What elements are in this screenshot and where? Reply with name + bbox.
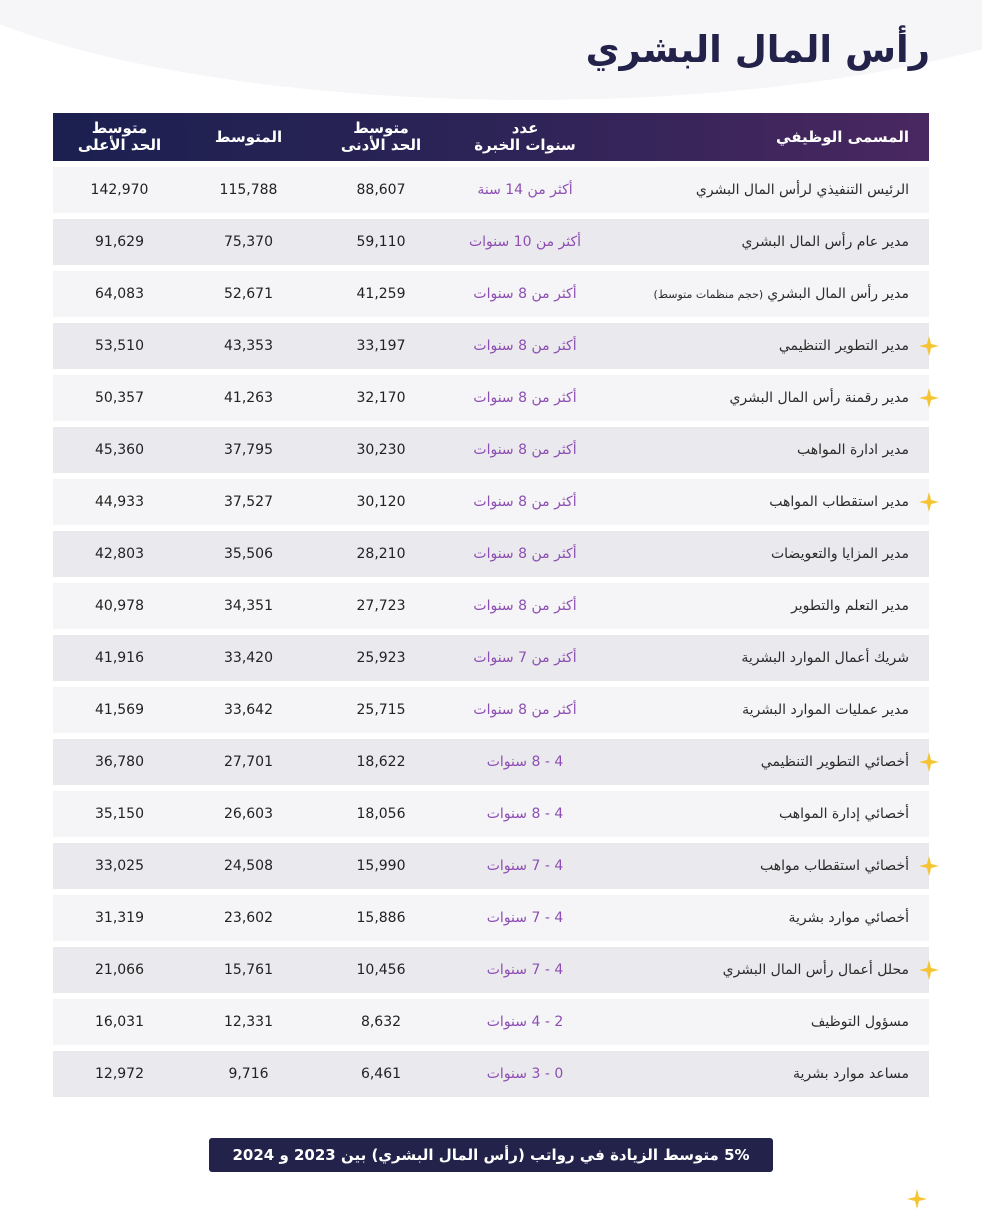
max-salary-cell (53, 531, 186, 577)
job-title-cell (599, 531, 929, 577)
max-salary-cell (53, 583, 186, 629)
min-salary-cell (311, 635, 451, 681)
table-row (53, 999, 929, 1045)
job-title-cell (599, 739, 929, 785)
sparkle-star-icon (918, 959, 940, 981)
header-job-title: المسمى الوظيفي (776, 127, 909, 146)
max-salary-cell (53, 687, 186, 733)
min-salary-cell-text: 18,622 (356, 754, 406, 770)
experience-cell (451, 427, 599, 473)
max-salary-cell (53, 739, 186, 785)
table-body (53, 167, 929, 1097)
max-salary-cell-text: 44,933 (95, 494, 144, 510)
max-salary-cell (53, 167, 186, 213)
average-salary-cell-text: 24,508 (224, 858, 273, 874)
job-title-cell-text: أخصائي إدارة المواهب (778, 806, 909, 822)
min-salary-cell-text: 10,456 (356, 962, 406, 978)
table-row (53, 635, 929, 681)
max-salary-cell (53, 843, 186, 889)
job-title-cell-text: مدير رأس المال البشري (767, 286, 909, 302)
average-salary-cell-text: 33,642 (224, 702, 273, 718)
max-salary-cell (53, 1051, 186, 1097)
job-title-cell (599, 271, 929, 317)
experience-cell-text: أكثر من 14 سنة (477, 182, 573, 198)
job-title-cell (599, 1051, 929, 1097)
job-title-cell-text: مدير رقمنة رأس المال البشري (729, 390, 909, 406)
average-salary-cell-text: 115,788 (219, 182, 278, 198)
table-row (53, 1051, 929, 1097)
job-title-cell (599, 167, 929, 213)
job-title-cell-text: مساعد موارد بشرية (793, 1066, 909, 1082)
job-title-cell-text: مدير التعلم والتطوير (791, 598, 909, 614)
table-row (53, 843, 929, 889)
experience-cell (451, 1051, 599, 1097)
job-title-cell-text: مدير عمليات الموارد البشرية (742, 702, 909, 718)
average-salary-cell-text: 26,603 (224, 806, 273, 822)
job-title-cell-text: أخصائي موارد بشرية (788, 910, 909, 926)
min-salary-cell (311, 687, 451, 733)
min-salary-cell (311, 427, 451, 473)
min-salary-cell-text: 32,170 (356, 390, 406, 406)
sparkle-star-icon (918, 335, 940, 357)
average-salary-cell (186, 947, 311, 993)
job-title-cell-text: مدير استقطاب المواهب (769, 494, 909, 510)
min-salary-cell (311, 219, 451, 265)
experience-cell (451, 271, 599, 317)
sparkle-star-icon (918, 387, 940, 409)
job-title-cell (599, 375, 929, 421)
experience-cell-text: أكثر من 8 سنوات (473, 494, 577, 510)
average-salary-cell-text: 34,351 (224, 598, 273, 614)
min-salary-cell (311, 323, 451, 369)
max-salary-cell (53, 323, 186, 369)
min-salary-cell-text: 8,632 (360, 1014, 402, 1030)
average-salary-cell (186, 843, 311, 889)
max-salary-cell-text: 91,629 (95, 234, 144, 250)
experience-cell (451, 895, 599, 941)
table-row (53, 375, 929, 421)
table-row (53, 895, 929, 941)
min-salary-cell (311, 531, 451, 577)
average-salary-cell-text: 75,370 (224, 234, 273, 250)
table-row (53, 791, 929, 837)
average-salary-cell (186, 791, 311, 837)
table-row (53, 479, 929, 525)
table-row (53, 167, 929, 213)
experience-cell (451, 531, 599, 577)
max-salary-cell-text: 31,319 (95, 910, 144, 926)
average-salary-cell-text: 15,761 (224, 962, 273, 978)
experience-cell (451, 687, 599, 733)
experience-cell-text: أكثر من 8 سنوات (473, 286, 577, 302)
experience-cell-text: أكثر من 8 سنوات (473, 702, 577, 718)
max-salary-cell (53, 375, 186, 421)
job-title-cell (599, 479, 929, 525)
experience-cell-text: أكثر من 8 سنوات (473, 338, 577, 354)
table-row (53, 271, 929, 317)
sparkle-star-icon (918, 491, 940, 513)
experience-cell-text: 4 - 7 سنوات (486, 910, 564, 926)
experience-cell (451, 219, 599, 265)
min-salary-cell-text: 30,120 (356, 494, 406, 510)
min-salary-cell-text: 59,110 (356, 234, 406, 250)
average-salary-cell (186, 583, 311, 629)
average-salary-cell-text: 52,671 (224, 286, 273, 302)
table-row (53, 947, 929, 993)
table-row (53, 323, 929, 369)
average-salary-cell-text: 9,716 (228, 1066, 269, 1082)
job-title-cell-text: مدير عام رأس المال البشري (741, 234, 909, 250)
job-title-cell (599, 427, 929, 473)
job-title-cell-text: محلل أعمال رأس المال البشري (722, 962, 909, 978)
job-title-cell-text: أخصائي التطوير التنظيمي (760, 754, 909, 770)
job-title-cell-text: شريك أعمال الموارد البشرية (741, 650, 909, 666)
average-salary-cell (186, 271, 311, 317)
experience-cell (451, 999, 599, 1045)
experience-cell-text: 4 - 7 سنوات (486, 858, 564, 874)
job-title-cell (599, 323, 929, 369)
experience-cell (451, 739, 599, 785)
average-salary-cell (186, 895, 311, 941)
min-salary-cell (311, 739, 451, 785)
job-title-cell-text: مسؤول التوظيف (810, 1014, 909, 1030)
job-title-cell (599, 583, 929, 629)
experience-cell (451, 167, 599, 213)
max-salary-cell-text: 53,510 (95, 338, 144, 354)
job-title-cell (599, 635, 929, 681)
average-salary-cell (186, 687, 311, 733)
average-salary-cell-text: 37,795 (224, 442, 273, 458)
job-title-cell-text: مدير المزايا والتعويضات (770, 546, 909, 562)
job-title-cell (599, 843, 929, 889)
min-salary-cell-text: 25,923 (356, 650, 406, 666)
table-row (53, 583, 929, 629)
table-row (53, 739, 929, 785)
average-salary-cell (186, 739, 311, 785)
header-experience-text: عدد سنوات الخبرة (474, 119, 576, 154)
max-salary-cell (53, 895, 186, 941)
max-salary-cell-text: 142,970 (90, 182, 149, 198)
job-title-note: (حجم منظمات متوسط) (653, 287, 764, 301)
min-salary-cell-text: 6,461 (360, 1066, 402, 1082)
max-salary-cell (53, 427, 186, 473)
average-salary-cell (186, 1051, 311, 1097)
average-salary-cell-text: 33,420 (224, 650, 273, 666)
average-salary-cell (186, 323, 311, 369)
max-salary-cell-text: 41,569 (95, 702, 144, 718)
min-salary-cell-text: 88,607 (356, 182, 406, 198)
min-salary-cell (311, 947, 451, 993)
experience-cell (451, 375, 599, 421)
max-salary-cell-text: 45,360 (95, 442, 144, 458)
average-salary-cell-text: 41,263 (224, 390, 273, 406)
sparkle-star-icon (918, 751, 940, 773)
experience-cell (451, 791, 599, 837)
max-salary-cell (53, 271, 186, 317)
experience-cell (451, 323, 599, 369)
min-salary-cell (311, 791, 451, 837)
min-salary-cell (311, 375, 451, 421)
average-salary-cell-text: 35,506 (224, 546, 273, 562)
experience-cell-text: أكثر من 8 سنوات (473, 442, 577, 458)
job-title-cell (599, 687, 929, 733)
min-salary-cell (311, 1051, 451, 1097)
job-title-cell-text: أخصائي استقطاب مواهب (759, 858, 909, 874)
max-salary-cell-text: 12,972 (95, 1066, 144, 1082)
min-salary-cell (311, 167, 451, 213)
experience-cell (451, 947, 599, 993)
max-salary-cell-text: 35,150 (95, 806, 144, 822)
max-salary-cell (53, 635, 186, 681)
max-salary-cell (53, 219, 186, 265)
average-salary-cell-text: 27,701 (224, 754, 273, 770)
max-salary-cell (53, 479, 186, 525)
table-row (53, 219, 929, 265)
max-salary-cell (53, 999, 186, 1045)
max-salary-cell-text: 41,916 (95, 650, 144, 666)
min-salary-cell (311, 583, 451, 629)
average-salary-cell (186, 375, 311, 421)
experience-cell-text: أكثر من 8 سنوات (473, 598, 577, 614)
min-salary-cell-text: 25,715 (356, 702, 406, 718)
footer-banner (209, 1138, 773, 1172)
max-salary-cell-text: 50,357 (95, 390, 144, 406)
job-title-cell (599, 791, 929, 837)
header-min-text: متوسط الحد الأدنى (340, 119, 422, 154)
max-salary-cell-text: 40,978 (95, 598, 144, 614)
experience-cell-text: 2 - 4 سنوات (486, 1014, 564, 1030)
min-salary-cell (311, 895, 451, 941)
job-title-cell-text: الرئيس التنفيذي لرأس المال البشري (695, 182, 909, 198)
table-row (53, 687, 929, 733)
average-salary-cell-text: 43,353 (224, 338, 273, 354)
min-salary-cell-text: 18,056 (356, 806, 406, 822)
job-title-cell-text: مدير ادارة المواهب (797, 442, 909, 458)
experience-cell (451, 843, 599, 889)
min-salary-cell-text: 28,210 (356, 546, 406, 562)
min-salary-cell-text: 27,723 (356, 598, 406, 614)
job-title-cell (599, 219, 929, 265)
header-min (311, 113, 451, 161)
job-title-cell (599, 947, 929, 993)
min-salary-cell (311, 271, 451, 317)
average-salary-cell (186, 219, 311, 265)
min-salary-cell-text: 15,886 (356, 910, 406, 926)
max-salary-cell-text: 36,780 (95, 754, 144, 770)
experience-cell-text: 4 - 7 سنوات (486, 962, 564, 978)
average-salary-cell-text: 12,331 (224, 1014, 273, 1030)
min-salary-cell-text: 15,990 (356, 858, 406, 874)
average-salary-cell (186, 427, 311, 473)
average-salary-cell-text: 23,602 (224, 910, 273, 926)
max-salary-cell (53, 791, 186, 837)
sparkle-star-icon (906, 1188, 928, 1210)
job-title-cell-text: مدير التطوير التنظيمي (778, 338, 909, 354)
header-max (53, 113, 186, 161)
min-salary-cell-text: 30,230 (356, 442, 406, 458)
min-salary-cell-text: 33,197 (356, 338, 406, 354)
min-salary-cell (311, 843, 451, 889)
table-row (53, 531, 929, 577)
max-salary-cell (53, 947, 186, 993)
experience-cell-text: 0 - 3 سنوات (486, 1066, 564, 1082)
job-title-cell (599, 999, 929, 1045)
average-salary-cell (186, 635, 311, 681)
max-salary-cell-text: 33,025 (95, 858, 144, 874)
experience-cell-text: 4 - 8 سنوات (486, 754, 564, 770)
max-salary-cell-text: 21,066 (95, 962, 144, 978)
max-salary-cell-text: 42,803 (95, 546, 144, 562)
average-salary-cell (186, 531, 311, 577)
page-title: رأس المال البشري (585, 28, 930, 71)
header-average: المتوسط (214, 127, 283, 146)
salary-table (53, 113, 929, 1103)
min-salary-cell (311, 999, 451, 1045)
footer-text: 5% متوسط الزيادة في رواتب (رأس المال البشري) بين 2023 و 2024 (232, 1146, 750, 1164)
experience-cell-text: أكثر من 10 سنوات (468, 234, 582, 250)
sparkle-star-icon (918, 855, 940, 877)
max-salary-cell-text: 64,083 (95, 286, 144, 302)
job-title-cell (599, 895, 929, 941)
min-salary-cell (311, 479, 451, 525)
experience-cell-text: أكثر من 7 سنوات (473, 650, 577, 666)
header-max-text: متوسط الحد الأعلى (77, 119, 162, 154)
average-salary-cell-text: 37,527 (224, 494, 273, 510)
average-salary-cell (186, 479, 311, 525)
experience-cell-text: أكثر من 8 سنوات (473, 390, 577, 406)
table-row (53, 427, 929, 473)
header-experience (451, 113, 599, 161)
average-salary-cell (186, 999, 311, 1045)
max-salary-cell-text: 16,031 (95, 1014, 144, 1030)
average-salary-cell (186, 167, 311, 213)
experience-cell (451, 479, 599, 525)
experience-cell (451, 635, 599, 681)
experience-cell-text: 4 - 8 سنوات (486, 806, 564, 822)
min-salary-cell-text: 41,259 (356, 286, 406, 302)
experience-cell-text: أكثر من 8 سنوات (473, 546, 577, 562)
experience-cell (451, 583, 599, 629)
table-header (53, 113, 929, 161)
